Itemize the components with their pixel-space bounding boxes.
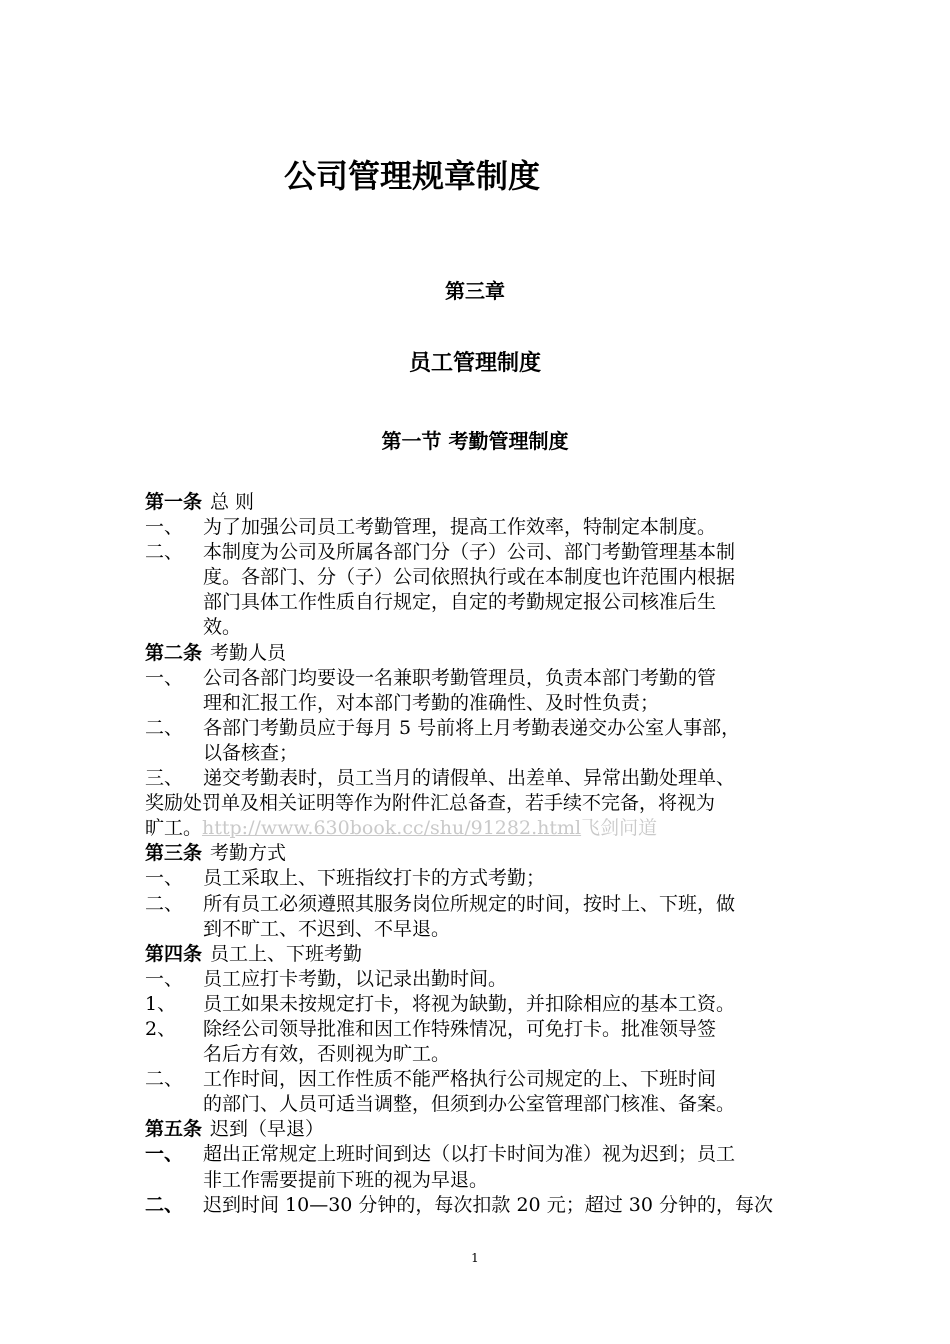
clause-text: 迟到时间 10—30 分钟的，每次扣款 20 元；超过 30 分钟的，每次 bbox=[203, 1193, 773, 1216]
clause-continuation: 到不旷工、不迟到、不早退。 bbox=[203, 917, 451, 940]
clause-number: 二、 bbox=[145, 1068, 184, 1091]
article-title: 考勤人员 bbox=[210, 641, 287, 664]
clause-line bbox=[145, 1193, 825, 1218]
clause-continuation: 效。 bbox=[203, 616, 242, 639]
clause-line bbox=[145, 892, 825, 917]
clause-continuation: 的部门、人员可适当调整，但须到办公室管理部门核准、备案。 bbox=[203, 1093, 736, 1116]
document-title: 公司管理规章制度 bbox=[284, 157, 541, 195]
article-label: 第一条 bbox=[145, 491, 203, 513]
clause-continuation: 非工作需要提前下班的视为早退。 bbox=[203, 1168, 489, 1191]
clause-number: 二、 bbox=[145, 541, 184, 564]
part-heading: 员工管理制度 bbox=[408, 351, 541, 376]
article-title: 考勤方式 bbox=[210, 842, 287, 865]
clause-line bbox=[145, 992, 825, 1017]
clause-line bbox=[145, 540, 825, 565]
section-heading: 第一节 考勤管理制度 bbox=[381, 429, 569, 453]
clause-number: 一、 bbox=[145, 967, 184, 990]
document-body bbox=[145, 490, 825, 1218]
article-title: 总 则 bbox=[210, 491, 255, 513]
article-label: 第二条 bbox=[145, 641, 203, 664]
article-label: 第三条 bbox=[145, 842, 203, 865]
clause-text: 除经公司领导批准和因工作特殊情况，可免打卡。批准领导签 bbox=[203, 1017, 717, 1040]
article-title: 员工上、下班考勤 bbox=[210, 942, 363, 965]
article-heading bbox=[145, 1117, 825, 1142]
clause-continuation: 以备核查； bbox=[203, 741, 299, 764]
article-heading bbox=[145, 942, 825, 967]
article-heading bbox=[145, 641, 825, 666]
clause-text: 所有员工必须遵照其服务岗位所规定的时间，按时上、下班，做 bbox=[203, 892, 736, 915]
article-heading bbox=[145, 490, 825, 515]
watermark-text: 飞剑问道 bbox=[581, 817, 658, 840]
clause-wrap-line bbox=[145, 816, 825, 841]
clause-line bbox=[145, 967, 825, 992]
watermark-link[interactable]: http://www.630book.cc/shu/91282.html bbox=[202, 817, 582, 840]
clause-text: 为了加强公司员工考勤管理，提高工作效率，特制定本制度。 bbox=[203, 516, 717, 539]
clause-line bbox=[145, 1017, 825, 1042]
clause-text: 本制度为公司及所属各部门分（子）公司、部门考勤管理基本制 bbox=[203, 541, 736, 564]
clause-text: 工作时间，因工作性质不能严格执行公司规定的上、下班时间 bbox=[203, 1068, 717, 1091]
clause-line bbox=[145, 666, 825, 691]
clause-text: 旷工。 bbox=[145, 817, 203, 840]
clause-continuation: 理和汇报工作，对本部门考勤的准确性、及时性负责； bbox=[203, 691, 660, 714]
clause-wrap-line: 奖励处罚单及相关证明等作为附件汇总备查，若手续不完备，将视为 bbox=[145, 792, 716, 815]
clause-line bbox=[145, 866, 825, 891]
clause-number: 一、 bbox=[145, 867, 184, 890]
chapter-heading: 第三章 bbox=[445, 279, 505, 303]
page-number: 1 bbox=[471, 1251, 479, 1265]
clause-number: 1、 bbox=[145, 992, 177, 1015]
clause-text: 公司各部门均要设一名兼职考勤管理员，负责本部门考勤的管 bbox=[203, 666, 717, 689]
clause-number: 二、 bbox=[145, 1193, 184, 1216]
clause-line bbox=[145, 1067, 825, 1092]
clause-number: 2、 bbox=[145, 1017, 177, 1040]
article-label: 第四条 bbox=[145, 942, 203, 965]
article-heading bbox=[145, 841, 825, 866]
clause-text: 员工如果未按规定打卡，将视为缺勤，并扣除相应的基本工资。 bbox=[203, 992, 736, 1015]
clause-continuation: 度。各部门、分（子）公司依照执行或在本制度也许范围内根据 bbox=[203, 566, 736, 589]
clause-line bbox=[145, 515, 825, 540]
clause-text: 超出正常规定上班时间到达（以打卡时间为准）视为迟到；员工 bbox=[203, 1143, 736, 1166]
clause-line bbox=[145, 1142, 825, 1167]
clause-continuation: 名后方有效，否则视为旷工。 bbox=[203, 1043, 451, 1066]
clause-number: 一、 bbox=[145, 516, 184, 539]
clause-line bbox=[145, 766, 825, 791]
clause-number: 二、 bbox=[145, 892, 184, 915]
clause-text: 员工应打卡考勤，以记录出勤时间。 bbox=[203, 967, 508, 990]
clause-number: 一、 bbox=[145, 666, 184, 689]
clause-text: 员工采取上、下班指纹打卡的方式考勤； bbox=[203, 867, 546, 890]
article-title: 迟到（早退） bbox=[210, 1118, 325, 1141]
clause-text: 递交考勤表时，员工当月的请假单、出差单、异常出勤处理单、 bbox=[203, 767, 736, 790]
clause-text: 各部门考勤员应于每月 5 号前将上月考勤表递交办公室人事部， bbox=[203, 716, 741, 739]
clause-line bbox=[145, 716, 825, 741]
article-label: 第五条 bbox=[145, 1118, 203, 1141]
clause-number: 一、 bbox=[145, 1143, 184, 1166]
clause-continuation: 部门具体工作性质自行规定，自定的考勤规定报公司核准后生 bbox=[203, 591, 717, 614]
clause-number: 二、 bbox=[145, 716, 184, 739]
clause-number: 三、 bbox=[145, 767, 184, 790]
